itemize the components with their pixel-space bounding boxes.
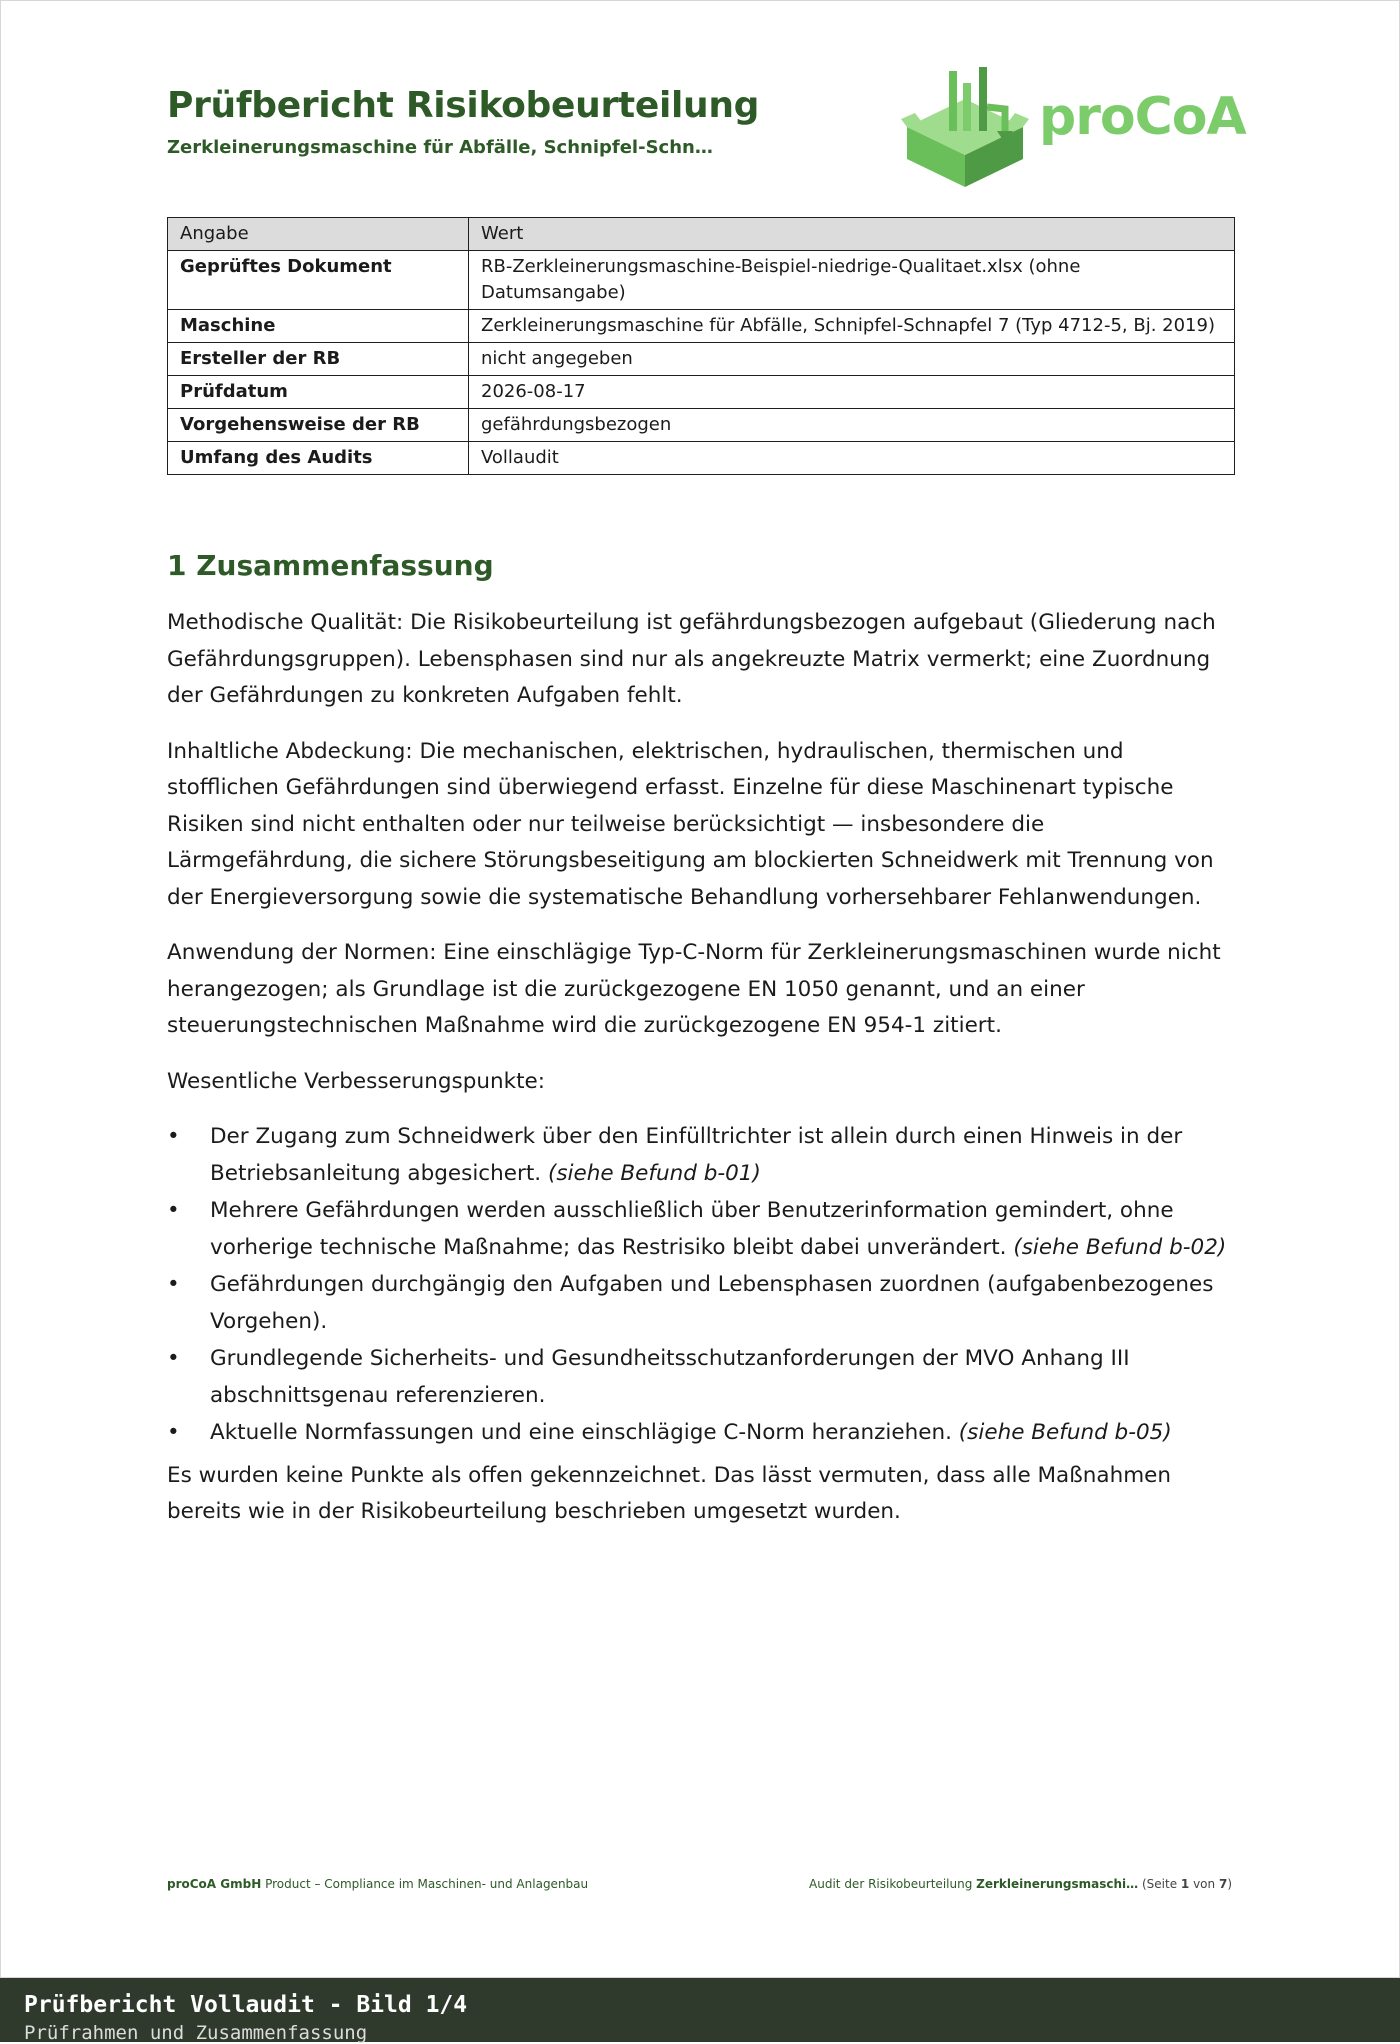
list-item xyxy=(167,1193,1235,1266)
footer-page-prefix: (Seite xyxy=(1138,1877,1181,1891)
paragraph-standards: Anwendung der Normen: Eine einschlägige Typ-C-Norm für Zerkleinerungsmaschinen wurde nicht herangezogen; als Grundlage ist die zurückgezogene EN 1050 genannt, und an einer steuerungstechnischen Maßnahme wird die zurückgezogene EN 954-1 zitiert. xyxy=(167,940,1221,1038)
list-item xyxy=(167,1267,1235,1340)
cube-logo-icon xyxy=(901,65,1037,189)
caption-bar xyxy=(0,1978,1400,2042)
row-value: Zerkleinerungsmaschine für Abfälle, Schnipfel-Schnapfel 7 (Typ 4712-5, Bj. 2019) xyxy=(469,310,1235,343)
footer-page-info xyxy=(809,1877,1232,1891)
caption-title: Prüfbericht Vollaudit - Bild 1/4 xyxy=(24,1992,468,2018)
row-value: Vollaudit xyxy=(469,442,1235,475)
list-item-text: Grundlegende Sicherheits- und Gesundheitsschutzanforderungen der MVO Anhang III abschnittsgenau referenzieren. xyxy=(210,1346,1130,1408)
caption-subtitle: Prüfrahmen und Zusammenfassung xyxy=(24,2022,368,2044)
row-key: Maschine xyxy=(168,310,469,343)
list-item-text: Der Zugang zum Schneidwerk über den Einfülltrichter ist allein durch einen Hinweis in der Betriebsanleitung abgesichert. xyxy=(210,1124,1183,1186)
row-key: Vorgehensweise der RB xyxy=(168,409,469,442)
footer-doc-label: Audit der Risikobeurteilung xyxy=(809,1877,977,1891)
row-value: gefährdungsbezogen xyxy=(469,409,1235,442)
bullet-icon: • xyxy=(167,1420,180,1445)
table-row xyxy=(168,343,1235,376)
table-row xyxy=(168,409,1235,442)
paragraph-methodology: Methodische Qualität: Die Risikobeurteilung ist gefährdungsbezogen aufgebaut (Gliederung nach Gefährdungsgruppen). Lebensphasen sind nur als angekreuzte Matrix vermerkt; eine Zuordnung der Gefährdungen zu konkreten Aufgaben fehlt. xyxy=(167,610,1216,708)
footer-company-name: proCoA GmbH xyxy=(167,1877,262,1891)
list-item xyxy=(167,1119,1235,1192)
footer-page-mid: von xyxy=(1189,1877,1219,1891)
row-key: Geprüftes Dokument xyxy=(168,251,469,310)
row-key: Prüfdatum xyxy=(168,376,469,409)
report-subtitle: Zerkleinerungsmaschine für Abfälle, Schnipfel-Schn… xyxy=(167,137,713,158)
footer-company xyxy=(167,1877,588,1891)
column-header-wert: Wert xyxy=(469,218,1235,251)
row-value: nicht angegeben xyxy=(469,343,1235,376)
footer-page-total: 7 xyxy=(1218,1877,1228,1891)
bullet-icon: • xyxy=(167,1124,180,1149)
footer-company-tagline: Product – Compliance im Maschinen- und Anlagenbau xyxy=(261,1877,589,1891)
paragraph-improvements-intro: Wesentliche Verbesserungspunkte: xyxy=(167,1068,545,1094)
row-key: Umfang des Audits xyxy=(168,442,469,475)
row-value: 2026-08-17 xyxy=(469,376,1235,409)
footer-doc-name: Zerkleinerungsmaschi… xyxy=(976,1877,1139,1891)
row-key: Ersteller der RB xyxy=(168,343,469,376)
logo-text: proCoA xyxy=(1039,87,1246,147)
bullet-icon: • xyxy=(167,1346,180,1371)
list-item-text: Gefährdungen durchgängig den Aufgaben und Lebensphasen zuordnen (aufgabenbezogenes Vorgehen). xyxy=(210,1272,1214,1334)
section-heading: 1 Zusammenfassung xyxy=(167,549,494,582)
list-item xyxy=(167,1341,1235,1414)
finding-reference: (siehe Befund b-01) xyxy=(547,1160,761,1186)
bullet-icon: • xyxy=(167,1272,180,1297)
table-header-row xyxy=(168,218,1235,251)
table-row xyxy=(168,251,1235,310)
procoa-logo xyxy=(901,65,1246,189)
list-item xyxy=(167,1415,1235,1452)
finding-reference: (siehe Befund b-02) xyxy=(1013,1234,1227,1260)
row-value: RB-Zerkleinerungsmaschine-Beispiel-niedrige-Qualitaet.xlsx (ohne Datumsangabe) xyxy=(469,251,1235,310)
finding-reference: (siehe Befund b-05) xyxy=(958,1420,1172,1445)
footer-page-suffix: ) xyxy=(1227,1877,1232,1891)
paragraph-conclusion: Es wurden keine Punkte als offen gekennzeichnet. Das lässt vermuten, dass alle Maßnahmen bereits wie in der Risikobeurteilung beschrieben umgesetzt wurden. xyxy=(167,1462,1172,1524)
column-header-angabe: Angabe xyxy=(168,218,469,251)
summary-section xyxy=(167,541,1235,1550)
table-row xyxy=(168,310,1235,343)
paragraph-coverage: Inhaltliche Abdeckung: Die mechanischen, elektrischen, hydraulischen, thermischen und stofflichen Gefährdungen sind überwiegend erfasst. Einzelne für diese Maschinenart typische Risiken sind nicht enthalten oder nur teilweise berücksichtigt — insbesondere die Lärmgefährdung, die sichere Störungsbeseitigung am blockierten Schneidwerk mit Trennung von der Energieversorgung sowie die systematische Behandlung vorhersehbarer Fehlanwendungen. xyxy=(167,738,1214,910)
list-item-text: Aktuelle Normfassungen und eine einschlägige C-Norm heranziehen. xyxy=(210,1420,952,1445)
table-row xyxy=(168,376,1235,409)
bullet-icon: • xyxy=(167,1198,180,1223)
report-title: Prüfbericht Risikobeurteilung xyxy=(167,85,760,126)
table-row xyxy=(168,442,1235,475)
footer-page-number: 1 xyxy=(1180,1877,1190,1891)
audit-info-table xyxy=(167,217,1235,475)
improvement-list xyxy=(167,1119,1235,1452)
list-item-text: Mehrere Gefährdungen werden ausschließlich über Benutzerinformation gemindert, ohne vorherige technische Maßnahme; das Restrisiko bleibt dabei unverändert. xyxy=(210,1198,1174,1260)
